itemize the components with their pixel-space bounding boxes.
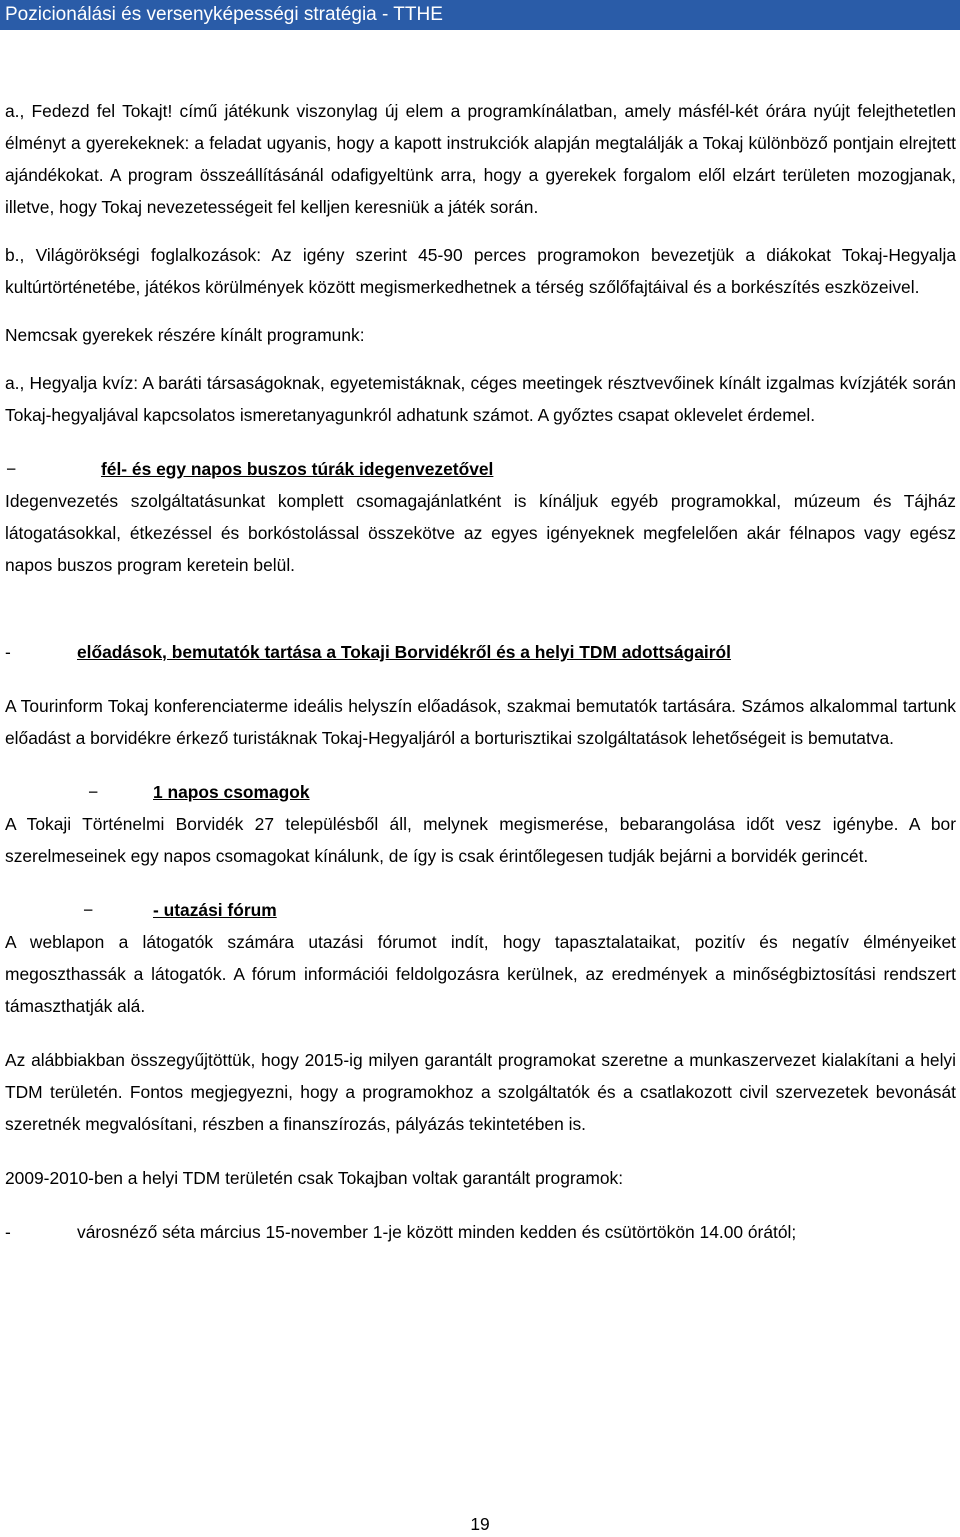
heading-eloadasok	[5, 636, 956, 668]
paragraph-hegyalja-kviz: a., Hegyalja kvíz: A baráti társaságoknak, egyetemistáknak, céges meetingek résztvevőinek kínált izgalmas kvízjáték során Tokaj-hegyaljával kapcsolatos ismeretanyagunkról adhatunk számot. A győztes csapat oklevelet érdemel.	[5, 373, 956, 425]
list-item-text: városnéző séta március 15-november 1-je között minden kedden és csütörtökön 14.00 órától;	[77, 1222, 797, 1242]
document-header	[0, 0, 960, 30]
heading-dash: −	[6, 459, 17, 479]
heading-dash: -	[5, 642, 11, 662]
heading-1-napos-csomagok	[5, 776, 956, 808]
list-marker: -	[5, 1222, 11, 1242]
paragraph-2009-2010: 2009-2010-ben a helyi TDM területén csak Tokajban voltak garantált programok:	[5, 1168, 624, 1188]
paragraph-osszegyujtottuk: Az alábbiakban összegyűjtöttük, hogy 2015-ig milyen garantált programokat szeretne a munkaszervezet kialakítani a helyi TDM területén. Fontos megjegyezni, hogy a programokhoz a szolgáltatók és a csatlakozott civil szervezetek bevonását szeretnék megvalósítani, részben a finanszírozás, pályázás tekintetében is.	[5, 1050, 956, 1134]
header-title: Pozicionálási és versenyképességi stratégia - TTHE	[5, 4, 443, 25]
list-item	[5, 1216, 956, 1248]
page-number: 19	[470, 1514, 490, 1534]
paragraph-vilagorokseg: b., Világörökségi foglalkozások: Az igény szerint 45-90 perces programokon bevezetjük a diákokat Tokaj-Hegyalja kultúrtörténetébe, játékos körülmények között megismerkedhetnek a térség szőlőfajtáival és a borkészítés eszközeivel.	[5, 245, 956, 297]
heading-buszos-turak	[5, 453, 956, 485]
paragraph-weblap-forum: A weblapon a látogatók számára utazási fórumot indít, hogy tapasztalataikat, pozitív és negatív élményeiket megoszthassák a látogatók. A fórum információi feldolgozásra kerülnek, az eredmények a minőségbiztosítási rendszert támaszthatják alá.	[5, 932, 956, 1016]
heading-text: fél- és egy napos buszos túrák idegenvezetővel	[101, 459, 494, 479]
heading-text: 1 napos csomagok	[153, 782, 310, 802]
page-content	[5, 95, 956, 1248]
paragraph-tortenelmi-borvidek: A Tokaji Történelmi Borvidék 27 településből áll, melynek megismerése, bebarangolása időt vesz igénybe. A bor szerelmeseinek egy napos csomagokat kínálunk, de így is csak érintőlegesen tudják bejárni a borvidék gerincét.	[5, 814, 956, 866]
heading-utazasi-forum	[5, 894, 956, 926]
paragraph-nemcsak-gyerekek: Nemcsak gyerekek részére kínált programunk:	[5, 325, 365, 345]
heading-text: - utazási fórum	[153, 900, 277, 920]
paragraph-fedezd-fel-tokajt: a., Fedezd fel Tokajt! című játékunk viszonylag új elem a programkínálatban, amely másfél-két órára nyújt felejthetetlen élményt a gyerekeknek: a feladat ugyanis, hogy a kapott instrukciók alapján megtalálják a Tokaj különböző pontjain elrejtett ajándékokat. A program összeállításánál odafigyeltünk arra, hogy a gyerekek forgalom elől elzárt területen mozogjanak, illetve, hogy Tokaj nevezetességeit fel kelljen keresniük a játék során.	[5, 101, 956, 217]
paragraph-konferenciaterem: A Tourinform Tokaj konferenciaterme ideális helyszín előadások, szakmai bemutatók tartására. Számos alkalommal tartunk előadást a borvidékre érkező turistáknak Tokaj-Hegyaljáról a borturisztikai szolgáltatások lehetőségeit is bemutatva.	[5, 696, 956, 748]
heading-dash: −	[88, 782, 99, 802]
heading-text: előadások, bemutatók tartása a Tokaji Borvidékről és a helyi TDM adottságairól	[77, 642, 731, 662]
paragraph-idegenvezetes: Idegenvezetés szolgáltatásunkat komplett csomagajánlatként is kínáljuk egyéb programokkal, múzeum és Tájház látogatásokkal, étkezéssel és borkóstolással összekötve az egyes igényeknek megfelelően akár félnapos vagy egész napos buszos program keretein belül.	[5, 491, 956, 575]
heading-dash: −	[83, 900, 94, 920]
